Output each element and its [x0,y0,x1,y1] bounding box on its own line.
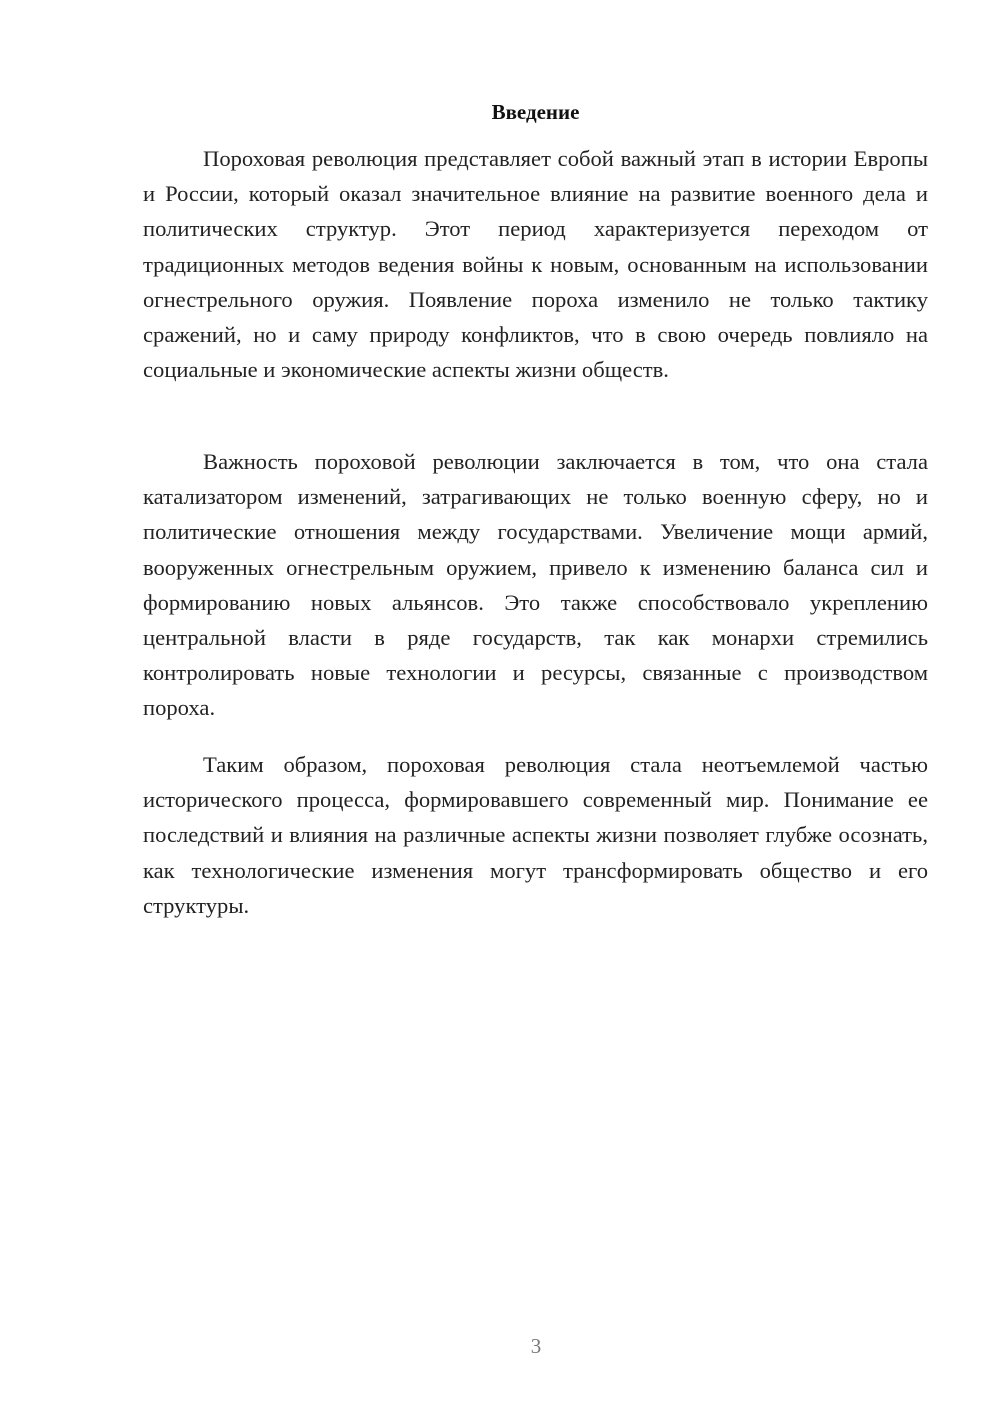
page-number: 3 [530,1334,542,1358]
section-heading: Введение [491,100,580,124]
paragraph-conclusion: Таким образом, пороховая революция стала неотъемлемой частью исторического процесса, формировавшего современный мир. Понимание ее последствий и влияния на различные аспекты жизни позволяет глубже осознать, как технологические изменения могут трансформировать общество и его структуры. [143,752,928,918]
paragraph-importance: Важность пороховой революции заключается в том, что она стала катализатором изменений, затрагивающих не только военную сферу, но и политические отношения между государствами. Увеличение мощи армий, вооруженных огнестрельным оружием, привело к изменению баланса сил и формированию новых альянсов. Это также способствовало укреплению центральной власти в ряде государств, так как монархи стремились контролировать новые технологии и ресурсы, связанные с производством пороха. [143,449,928,721]
paragraph-intro: Пороховая революция представляет собой важный этап в истории Европы и России, который оказал значительное влияние на развитие военного дела и политических структур. Этот период характеризуется переходом от традиционных методов ведения войны к новым, основанным на использовании огнестрельного оружия. Появление пороха изменило не только тактику сражений, но и саму природу конфликтов, что в свою очередь повлияло на социальные и экономические аспекты жизни обществ. [143,146,928,383]
